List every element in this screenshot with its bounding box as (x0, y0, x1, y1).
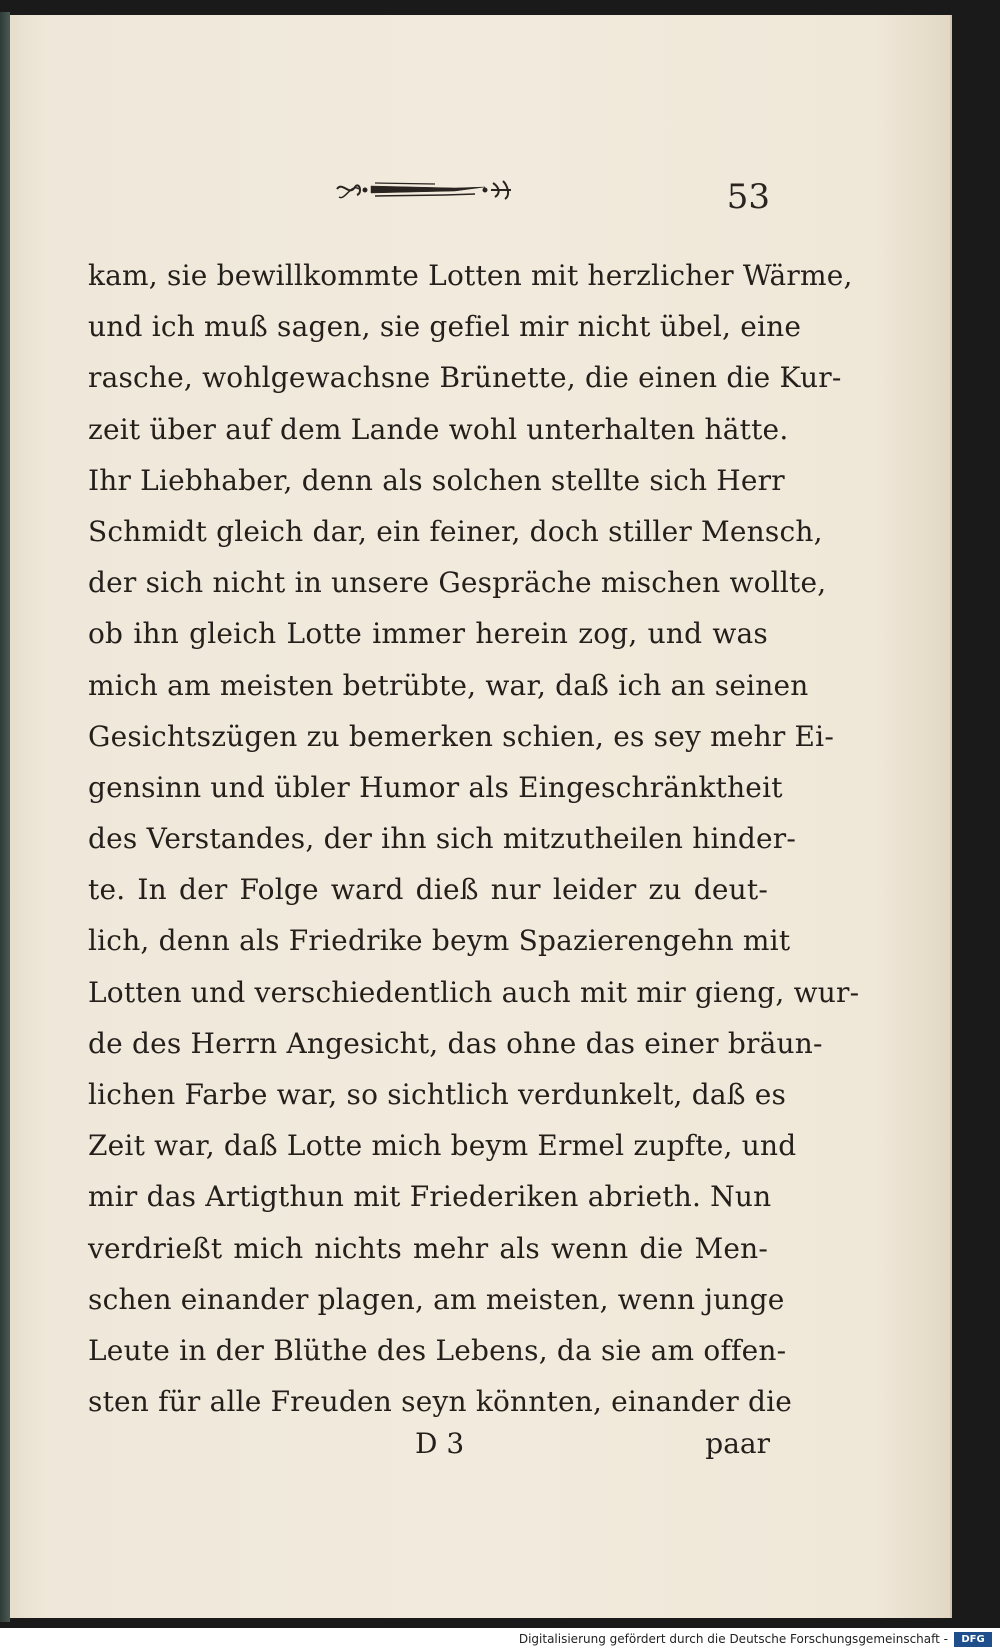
text-line: sten für alle Freuden seyn könnten, einander die (88, 1385, 793, 1419)
text-line: Schmidt gleich dar, ein feiner, doch stiller Mensch, (88, 514, 823, 548)
text-line: de des Herrn Angesicht, das ohne das einer bräun- (88, 1026, 823, 1060)
text-line: Leute in der Blüthe des Lebens, da sie am offen- (88, 1333, 787, 1367)
text-line: mir das Artigthun mit Friederiken abrieth. Nun (88, 1180, 772, 1214)
text-line: der sich nicht in unsere Gespräche mischen wollte, (88, 566, 827, 600)
dfg-logo: DFG (954, 1632, 992, 1647)
funding-note: Digitalisierung gefördert durch die Deutsche Forschungsgemeinschaft - (518, 1632, 948, 1646)
page-number: 53 (726, 177, 770, 217)
text-line: und ich muß sagen, sie gefiel mir nicht übel, eine (88, 310, 802, 344)
text-line: Gesichtszügen zu bemerken schien, es sey mehr Ei- (88, 719, 835, 753)
body-text (88, 250, 860, 1427)
text-line: des Verstandes, der ihn sich mitzutheilen hinder- (88, 822, 796, 856)
catchword: paar (705, 1427, 770, 1460)
text-line: rasche, wohlgewachsne Brünette, die einen die Kur- (88, 361, 842, 395)
text-line: Lotten und verschiedentlich auch mit mir gieng, wur- (88, 975, 860, 1009)
text-line: Zeit war, daß Lotte mich beym Ermel zupfte, und (88, 1129, 797, 1163)
text-line: lich, denn als Friedrike beym Spazierengehn mit (88, 924, 791, 958)
text-line: Ihr Liebhaber, denn als solchen stellte sich Herr (88, 463, 785, 497)
text-line: schen einander plagen, am meisten, wenn junge (88, 1282, 785, 1316)
signature-mark: D 3 (415, 1427, 465, 1460)
text-line: verdrießt mich nichts mehr als wenn die Men- (88, 1231, 768, 1265)
text-line: te. In der Folge ward dieß nur leider zu deut- (88, 873, 768, 907)
text-line: lichen Farbe war, so sichtlich verdunkelt, daß es (88, 1078, 787, 1111)
text-line: zeit über auf dem Lande wohl unterhalten hätte. (88, 412, 789, 446)
book-cover-edge (0, 12, 10, 1622)
book-page (10, 15, 952, 1618)
text-line: ob ihn gleich Lotte immer herein zog, und was (88, 617, 768, 651)
ornament-rule-icon (335, 175, 515, 207)
text-line: kam, sie bewillkommte Lotten mit herzlicher Wärme, (88, 259, 853, 292)
text-line: mich am meisten betrübte, war, daß ich an seinen (88, 668, 809, 702)
text-line: gensinn und übler Humor als Eingeschränktheit (88, 770, 783, 804)
